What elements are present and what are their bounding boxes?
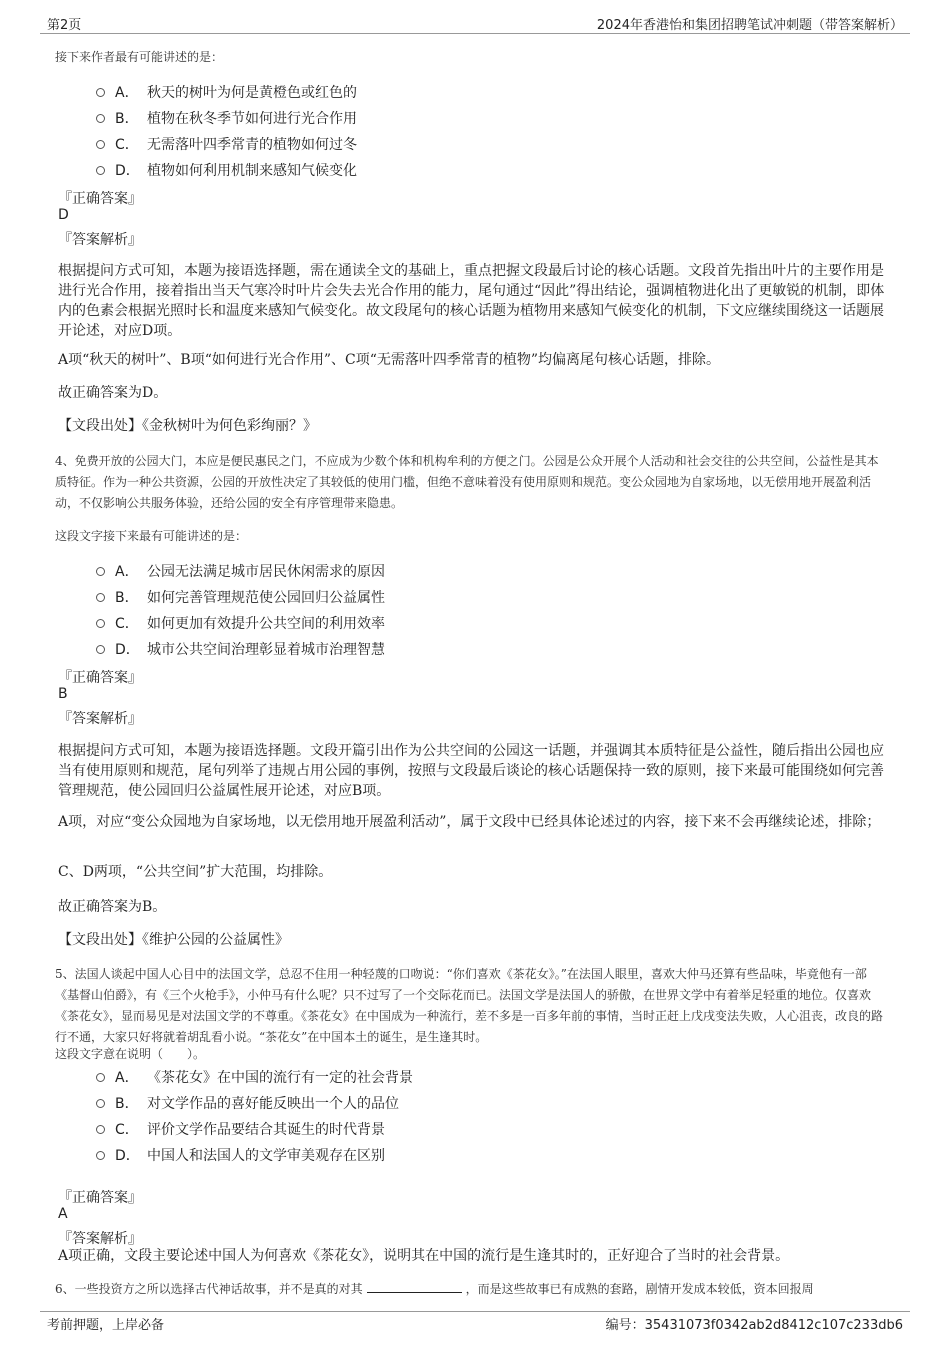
q5-analysis-label: 『答案解析』 [58, 1231, 142, 1247]
radio-button-icon[interactable] [96, 1099, 105, 1108]
q4-option-d[interactable]: D． 城市公共空间治理彰显着城市治理智慧 [96, 640, 385, 660]
q4-answer: B [58, 686, 68, 702]
q4-analysis-paragraph: C、D两项，“公共空间”扩大范围，均排除。 [58, 864, 333, 880]
q3-source: 【文段出处】《金秋树叶为何色彩绚丽？》 [58, 418, 317, 434]
q4-analysis-conclusion: 故正确答案为B。 [58, 899, 167, 915]
q5-option-b[interactable]: B． 对文学作品的喜好能反映出一个人的品位 [96, 1094, 399, 1114]
footer-slogan: 考前押题，上岸必备 [47, 1318, 165, 1333]
radio-button-icon[interactable] [96, 140, 105, 149]
radio-button-icon[interactable] [96, 1151, 105, 1160]
q5-option-d[interactable]: D． 中国人和法国人的文学审美观存在区别 [96, 1146, 385, 1166]
footer-divider [40, 1311, 910, 1312]
page-number: 第2页 [47, 18, 82, 33]
document-title: 2024年香港怡和集团招聘笔试冲刺题（带答案解析） [596, 18, 903, 33]
radio-button-icon[interactable] [96, 114, 105, 123]
q3-analysis-paragraph: A项“秋天的树叶”、B项“如何进行光合作用”、C项“无需落叶四季常青的植物”均偏离尾句核心话题，排除。 [58, 352, 721, 368]
q4-analysis-label: 『答案解析』 [58, 711, 142, 727]
q5-option-a[interactable]: A． 《茶花女》在中国的流行有一定的社会背景 [96, 1068, 413, 1088]
q3-option-b[interactable]: B． 植物在秋冬季节如何进行光合作用 [96, 109, 357, 129]
q4-option-b[interactable]: B． 如何完善管理规范使公园回归公益属性 [96, 588, 385, 608]
header-divider [40, 33, 910, 34]
q4-option-c[interactable]: C． 如何更加有效提升公共空间的利用效率 [96, 614, 385, 634]
q4-analysis-paragraph: 根据提问方式可知，本题为接语选择题。文段开篇引出作为公共空间的公园这一话题，并强调其本质特征是公益性，随后指出公园也应当有使用原则和规范，尾句列举了违规占用公园的事例，按照与文段最后谈论的核心话题保持一致的原则，接下来最可能围绕如何完善管理规范，使公园回归公益属性展开论述，对应B项。 [58, 743, 884, 799]
radio-button-icon[interactable] [96, 567, 105, 576]
q3-answer-label: 『正确答案』 [58, 191, 142, 207]
q4-analysis-paragraph: A项，对应“变公众园地为自家场地，以无偿用地开展盈利活动”，属于文段中已经具体论述过的内容，接下来不会再继续论述，排除； [58, 814, 881, 830]
fill-in-blank[interactable] [367, 1280, 462, 1293]
q4-prompt: 这段文字接下来最有可能讲述的是： [55, 529, 248, 543]
q5-analysis-paragraph: A项正确，文段主要论述中国人为何喜欢《茶花女》，说明其在中国的流行是生逢其时的，正好迎合了当时的社会背景。 [58, 1248, 790, 1264]
q6-question-text: 6、一些投资方之所以选择古代神话故事，并不是真的对其 ，而是这些故事已有成熟的套路，剧情开发成本较低，资本回报周 [55, 1282, 814, 1296]
radio-button-icon[interactable] [96, 166, 105, 175]
document-code: 编号：35431073f0342ab2d8412c107c233db6 [605, 1318, 903, 1333]
q4-source: 【文段出处】《维护公园的公益属性》 [58, 932, 289, 948]
radio-button-icon[interactable] [96, 619, 105, 628]
q5-prompt: 这段文字意在说明（ ）。 [55, 1047, 206, 1061]
q3-prompt: 接下来作者最有可能讲述的是： [55, 50, 224, 64]
q5-answer-label: 『正确答案』 [58, 1190, 142, 1206]
q3-analysis-label: 『答案解析』 [58, 232, 142, 248]
q3-answer: D [58, 207, 69, 223]
radio-button-icon[interactable] [96, 645, 105, 654]
radio-button-icon[interactable] [96, 1073, 105, 1082]
q4-question-text: 4、免费开放的公园大门，本应是便民惠民之门，不应成为少数个体和机构牟利的方便之门。公园是公众开展个人活动和社会交往的公共空间，公益性是其本质特征。作为一种公共资源，公园的开放性决定了其较低的使用门槛，但绝不意味着没有使用原则和规范。变公众园地为自家场地，以无偿用地开展盈利活动，不仅影响公共服务体验，还给公园的安全有序管理带来隐患。 [55, 454, 879, 510]
q3-analysis-paragraph: 根据提问方式可知，本题为接语选择题，需在通读全文的基础上，重点把握文段最后讨论的核心话题。文段首先指出叶片的主要作用是进行光合作用，接着指出当天气寒冷时叶片会失去光合作用的能力，尾句通过“因此”得出结论，强调植物进化出了更敏锐的机制，即体内的色素会根据光照时长和温度来感知气候变化。故文段尾句的核心话题为植物用来感知气候变化的机制，下文应继续围绕这一话题展开论述，对应D项。 [58, 263, 885, 339]
q5-answer: A [58, 1206, 68, 1222]
q5-question-text: 5、法国人谈起中国人心目中的法国文学，总忍不住用一种轻蔑的口吻说：“你们喜欢《茶花女》。”在法国人眼里，喜欢大仲马还算有些品味，毕竟他有一部《基督山伯爵》，有《三个火枪手》，小仲马有什么呢？只不过写了一个交际花而已。法国文学是法国人的骄傲，在世界文学中有着举足轻重的地位。仅喜欢《茶花女》，显而易见是对法国文学的不尊重。《茶花女》在中国成为一种流行，差不多是一百多年前的事情，当时正赶上戊戌变法失败，人心沮丧，改良的路行不通，大家只好将就着胡乱看小说。“茶花女”在中国本土的诞生，是生逢其时。 [55, 967, 884, 1044]
q3-option-c[interactable]: C． 无需落叶四季常青的植物如何过冬 [96, 135, 357, 155]
q5-option-c[interactable]: C． 评价文学作品要结合其诞生的时代背景 [96, 1120, 385, 1140]
radio-button-icon[interactable] [96, 1125, 105, 1134]
q4-option-a[interactable]: A． 公园无法满足城市居民休闲需求的原因 [96, 562, 385, 582]
q3-option-a[interactable]: A． 秋天的树叶为何是黄橙色或红色的 [96, 83, 357, 103]
q3-option-d[interactable]: D． 植物如何利用机制来感知气候变化 [96, 161, 357, 181]
q3-analysis-conclusion: 故正确答案为D。 [58, 385, 168, 401]
q4-answer-label: 『正确答案』 [58, 670, 142, 686]
radio-button-icon[interactable] [96, 88, 105, 97]
radio-button-icon[interactable] [96, 593, 105, 602]
